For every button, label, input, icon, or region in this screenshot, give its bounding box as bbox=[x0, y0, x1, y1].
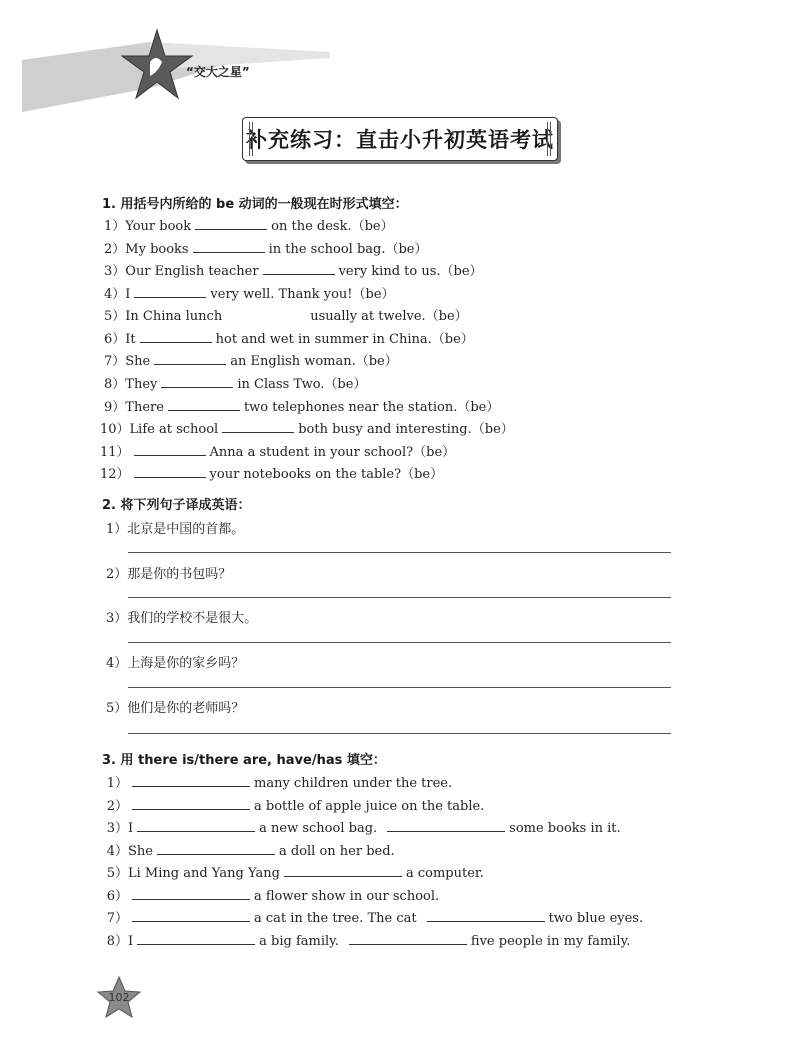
answer-line[interactable] bbox=[128, 552, 671, 553]
s1-item-1: 1）Your book on the desk.（be） bbox=[104, 219, 394, 234]
s3-item-8: 8）I a big family. five people in my family. bbox=[106, 934, 631, 949]
answer-line[interactable] bbox=[128, 733, 671, 734]
answer-blank[interactable] bbox=[132, 909, 250, 922]
answer-blank[interactable] bbox=[387, 819, 505, 832]
section-2-heading: 2. 将下列句子译成英语： bbox=[102, 498, 251, 513]
s1-item-7: 7）She an English woman.（be） bbox=[104, 354, 398, 369]
s1-item-10: 10）Life at school both busy and interesting.（be） bbox=[100, 422, 514, 437]
page-title bbox=[242, 117, 558, 161]
s3-item-5: 5）Li Ming and Yang Yang a computer. bbox=[106, 866, 484, 881]
answer-blank[interactable] bbox=[349, 932, 467, 945]
s1-item-11: 11） Anna a student in your school?（be） bbox=[100, 445, 456, 460]
answer-blank[interactable] bbox=[132, 774, 250, 787]
answer-blank[interactable] bbox=[284, 864, 402, 877]
s3-item-3: 3）I a new school bag. some books in it. bbox=[106, 821, 621, 836]
answer-line[interactable] bbox=[128, 687, 671, 688]
answer-blank[interactable] bbox=[161, 375, 233, 388]
s1-item-12: 12） your notebooks on the table?（be） bbox=[100, 467, 444, 482]
s1-item-8: 8）They in Class Two.（be） bbox=[104, 377, 367, 392]
s2-item-2: 2）那是你的书包吗？ bbox=[106, 567, 232, 582]
s2-item-4: 4）上海是你的家乡吗？ bbox=[106, 656, 245, 671]
page-number: 102 bbox=[108, 991, 130, 1004]
answer-blank[interactable] bbox=[137, 932, 255, 945]
answer-blank[interactable] bbox=[168, 398, 240, 411]
answer-blank[interactable] bbox=[132, 797, 250, 810]
s2-item-1: 1）北京是中国的首都。 bbox=[106, 522, 245, 537]
answer-blank[interactable] bbox=[263, 262, 335, 275]
s1-item-9: 9）There two telephones near the station.（be） bbox=[104, 400, 500, 415]
brand-label: “交大之星” bbox=[186, 65, 250, 79]
s3-item-4: 4）She a doll on her bed. bbox=[106, 844, 395, 859]
answer-line[interactable] bbox=[128, 642, 671, 643]
s3-item-1: 1） many children under the tree. bbox=[106, 776, 453, 791]
section-3-heading: 3. 用 there is/there are, have/has 填空： bbox=[102, 753, 386, 768]
answer-blank[interactable] bbox=[195, 217, 267, 230]
answer-blank[interactable] bbox=[134, 443, 206, 456]
answer-blank[interactable] bbox=[140, 330, 212, 343]
answer-blank[interactable] bbox=[427, 909, 545, 922]
answer-blank[interactable] bbox=[134, 285, 206, 298]
s3-item-6: 6） a flower show in our school. bbox=[106, 889, 440, 904]
answer-blank[interactable] bbox=[193, 240, 265, 253]
s3-item-7: 7） a cat in the tree. The cat two blue eyes. bbox=[106, 911, 644, 926]
s3-item-2: 2） a bottle of apple juice on the table. bbox=[106, 799, 485, 814]
s1-item-4: 4）I very well. Thank you!（be） bbox=[104, 287, 395, 302]
s1-item-6: 6）It hot and wet in summer in China.（be） bbox=[104, 332, 474, 347]
page-title-text: 补充练习：直击小升初英语考试 bbox=[246, 127, 554, 152]
answer-blank[interactable] bbox=[137, 819, 255, 832]
s2-item-5: 5）他们是你的老师吗？ bbox=[106, 701, 245, 716]
answer-blank[interactable] bbox=[222, 420, 294, 433]
s1-item-5: 5）In China lunch usually at twelve.（be） bbox=[104, 309, 468, 324]
s1-item-2: 2）My books in the school bag.（be） bbox=[104, 242, 428, 257]
s2-item-3: 3）我们的学校不是很大。 bbox=[106, 611, 258, 626]
s1-item-3: 3）Our English teacher very kind to us.（be） bbox=[104, 264, 483, 279]
header-banner bbox=[0, 0, 800, 120]
answer-blank[interactable] bbox=[154, 352, 226, 365]
section-1-heading: 1. 用括号内所给的 be 动词的一般现在时形式填空： bbox=[102, 197, 408, 212]
answer-blank[interactable] bbox=[157, 842, 275, 855]
answer-blank[interactable] bbox=[132, 887, 250, 900]
answer-blank[interactable] bbox=[134, 465, 206, 478]
answer-line[interactable] bbox=[128, 597, 671, 598]
